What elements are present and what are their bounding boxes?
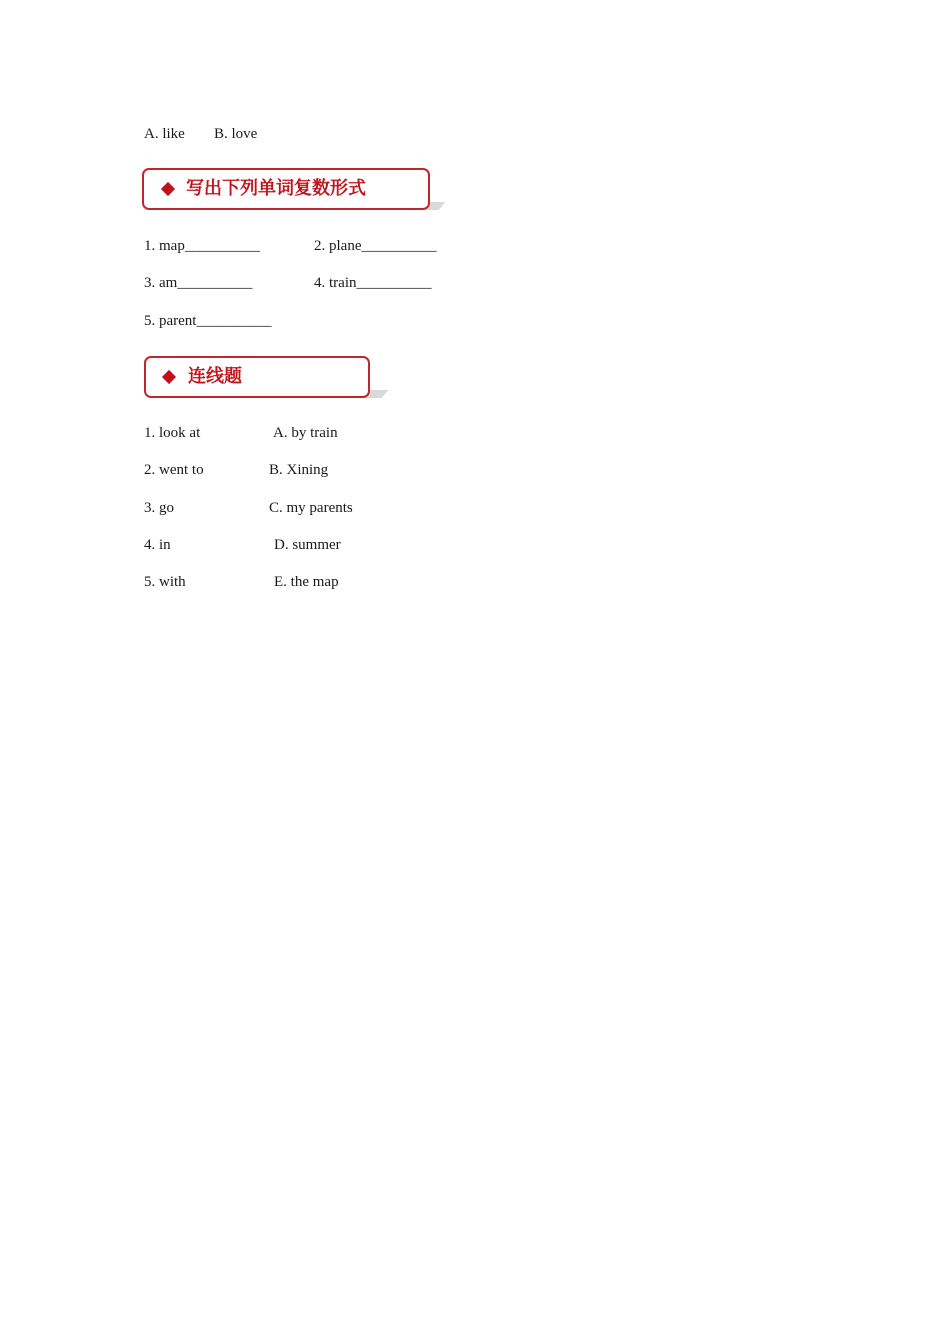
plural-item-4: 4. train__________ <box>314 275 432 291</box>
section-title: 连线题 <box>188 366 242 387</box>
match-left-3: 3. go <box>144 500 174 516</box>
option-a: A. like <box>144 126 185 142</box>
plural-item-1: 1. map__________ <box>144 238 260 254</box>
match-left-1: 1. look at <box>144 425 201 441</box>
match-right-d: D. summer <box>274 537 341 553</box>
header-box <box>144 356 370 398</box>
plural-item-5: 5. parent__________ <box>144 313 272 329</box>
section-header-plural <box>142 168 447 210</box>
match-right-a: A. by train <box>273 425 338 441</box>
match-right-c: C. my parents <box>269 500 353 516</box>
section-title: 写出下列单词复数形式 <box>186 178 366 199</box>
match-right-b: B. Xining <box>269 462 329 478</box>
section-header-matching <box>144 356 389 398</box>
match-left-5: 5. with <box>144 574 186 590</box>
match-right-e: E. the map <box>274 574 339 590</box>
option-b: B. love <box>214 126 258 142</box>
match-left-2: 2. went to <box>144 462 204 478</box>
plural-item-3: 3. am__________ <box>144 275 253 291</box>
match-left-4: 4. in <box>144 537 171 553</box>
plural-item-2: 2. plane__________ <box>314 238 437 254</box>
